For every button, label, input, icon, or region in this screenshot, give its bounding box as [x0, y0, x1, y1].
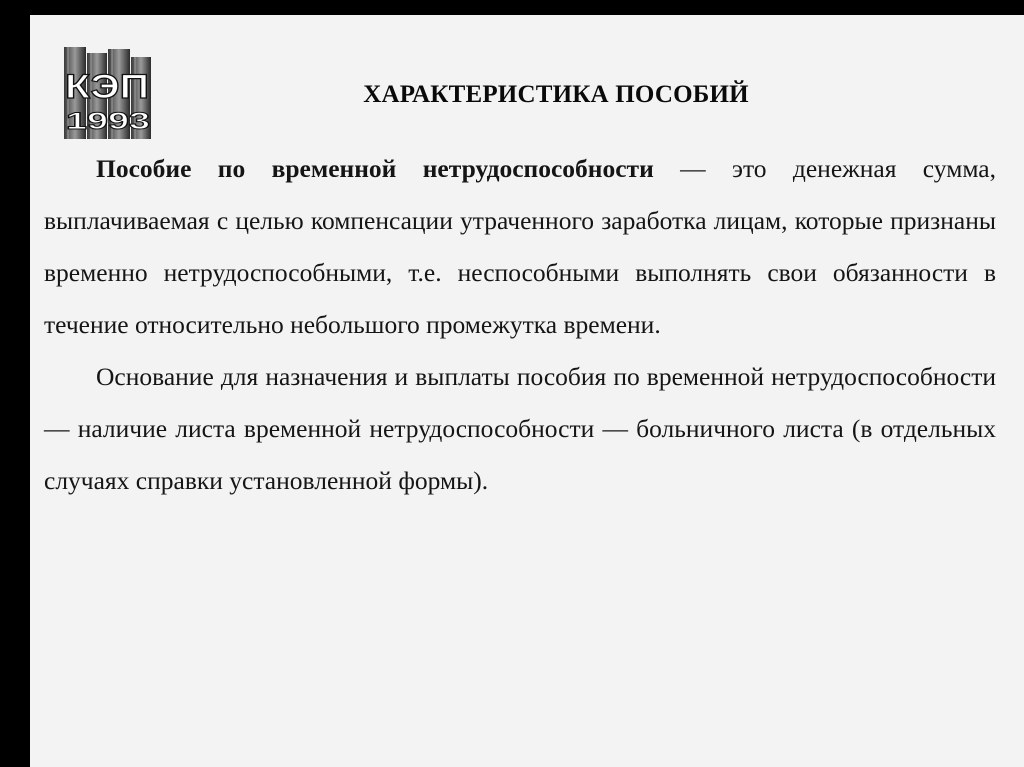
- paragraph-definition: [44, 143, 996, 351]
- paragraph-basis: Основание для назначения и выплаты пособия по временной нетрудоспособности — наличие листа временной нетрудоспособности — больничного листа (в отдельных случаях справки установленной формы).: [44, 362, 996, 495]
- slide: [30, 15, 1024, 767]
- definition-term: Пособие по временной нетрудоспособности: [96, 154, 654, 183]
- slide-title: ХАРАКТЕРИСТИКА ПОСОБИЙ: [363, 81, 749, 108]
- definition-text: — это денежная сумма, выплачиваемая с целью компенсации утраченного заработка лицам, которые признаны временно нетрудоспособными, т.е. неспособными выполнять свои обязанности в течение относительно небольшого промежутка времени.: [44, 154, 996, 339]
- logo-year-text: 1993: [66, 108, 150, 135]
- logo-main-text: КЭП: [65, 68, 149, 106]
- slide-body: [44, 143, 996, 507]
